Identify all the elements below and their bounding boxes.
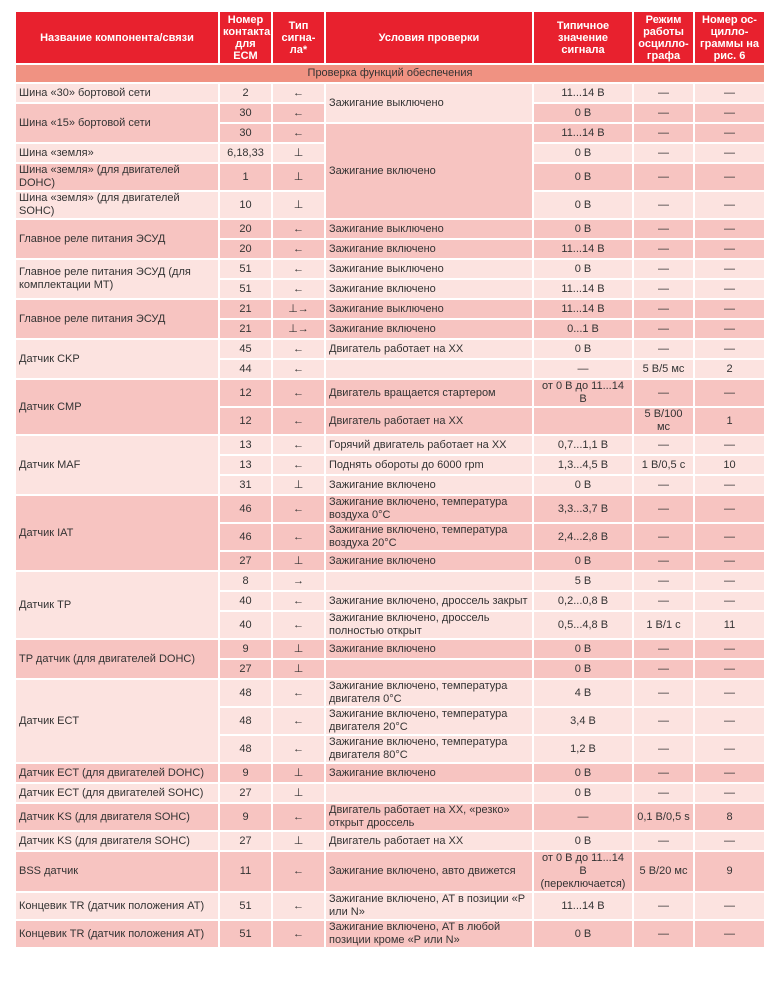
cell-conditions: Двигатель работает на XX — [325, 339, 533, 359]
cell-contact: 12 — [219, 407, 272, 435]
cell-osc-number: 10 — [694, 455, 765, 475]
cell-typical-value: 0,2...0,8 В — [533, 591, 633, 611]
cell-signal-type: ⊥ — [272, 783, 325, 803]
cell-osc-mode: — — [633, 191, 694, 219]
cell-osc-mode: — — [633, 639, 694, 659]
cell-signal-type: ← — [272, 83, 325, 103]
cell-osc-mode: — — [633, 103, 694, 123]
cell-conditions: Зажигание включено — [325, 279, 533, 299]
cell-signal-type: ⊥ — [272, 639, 325, 659]
cell-conditions: Зажигание включено, дроссель закрыт — [325, 591, 533, 611]
cell-contact: 12 — [219, 379, 272, 407]
cell-osc-mode: — — [633, 707, 694, 735]
cell-conditions: Зажигание включено — [325, 763, 533, 783]
cell-typical-value: 0 В — [533, 639, 633, 659]
diagnostic-table — [14, 10, 766, 949]
cell-signal-type: ⊥ — [272, 551, 325, 571]
cell-contact: 51 — [219, 892, 272, 920]
cell-contact: 46 — [219, 495, 272, 523]
cell-osc-number: — — [694, 523, 765, 551]
cell-osc-mode: — — [633, 319, 694, 339]
cell-osc-mode: — — [633, 523, 694, 551]
component-name: Датчик CKP — [15, 339, 219, 379]
cell-signal-type: ← — [272, 379, 325, 407]
cell-conditions: Двигатель работает на XX, «резко» открыт дроссель — [325, 803, 533, 831]
cell-conditions: Зажигание включено — [325, 639, 533, 659]
cell-typical-value: 0...1 В — [533, 319, 633, 339]
cell-typical-value: 0,7...1,1 В — [533, 435, 633, 455]
cell-signal-type: ← — [272, 892, 325, 920]
cell-typical-value: 0 В — [533, 219, 633, 239]
component-name: Датчик ECT (для двигателей DOHC) — [15, 763, 219, 783]
header-col-contact: Номер контакта для ECM — [219, 11, 272, 64]
cell-osc-mode: — — [633, 495, 694, 523]
cell-typical-value: 1,3...4,5 В — [533, 455, 633, 475]
cell-contact: 48 — [219, 679, 272, 707]
cell-signal-type: → — [272, 571, 325, 591]
cell-typical-value: 0 В — [533, 163, 633, 191]
cell-typical-value: 11...14 В — [533, 239, 633, 259]
cell-signal-type: ← — [272, 495, 325, 523]
cell-typical-value: от 0 В до 11...14 В (переключается) — [533, 851, 633, 892]
cell-signal-type: ← — [272, 435, 325, 455]
cell-contact: 8 — [219, 571, 272, 591]
cell-conditions: Горячий двигатель работает на XX — [325, 435, 533, 455]
cell-contact: 45 — [219, 339, 272, 359]
cell-osc-number: — — [694, 735, 765, 763]
cell-osc-number: 8 — [694, 803, 765, 831]
cell-typical-value — [533, 407, 633, 435]
cell-osc-number: 11 — [694, 611, 765, 639]
cell-signal-type: ⊥→ — [272, 299, 325, 319]
cell-osc-mode: — — [633, 123, 694, 143]
cell-conditions — [325, 571, 533, 591]
component-name: Главное реле питания ЭСУД — [15, 299, 219, 339]
cell-contact: 6,18,33 — [219, 143, 272, 163]
cell-conditions: Зажигание включено, AT в любой позиции кроме «P или N» — [325, 920, 533, 948]
cell-osc-number: — — [694, 892, 765, 920]
cell-typical-value: 11...14 В — [533, 123, 633, 143]
table-row — [15, 339, 765, 359]
table-row — [15, 783, 765, 803]
cell-osc-mode: — — [633, 920, 694, 948]
cell-osc-mode: 5 В/20 мс — [633, 851, 694, 892]
cell-signal-type: ← — [272, 735, 325, 763]
cell-signal-type: ← — [272, 679, 325, 707]
cell-typical-value: от 0 В до 11...14 В — [533, 379, 633, 407]
table-row — [15, 831, 765, 851]
component-name: Датчик IAT — [15, 495, 219, 571]
cell-conditions: Зажигание включено, AT в позиции «P или N» — [325, 892, 533, 920]
cell-osc-mode: — — [633, 219, 694, 239]
cell-contact: 2 — [219, 83, 272, 103]
cell-osc-mode: 5 В/5 мс — [633, 359, 694, 379]
table-row — [15, 920, 765, 948]
table-row — [15, 763, 765, 783]
cell-contact: 51 — [219, 259, 272, 279]
cell-osc-mode: — — [633, 551, 694, 571]
cell-osc-mode: — — [633, 735, 694, 763]
cell-osc-mode: — — [633, 783, 694, 803]
table-row — [15, 379, 765, 407]
cell-conditions: Поднять обороты до 6000 rpm — [325, 455, 533, 475]
cell-signal-type: ← — [272, 851, 325, 892]
cell-signal-type: ← — [272, 523, 325, 551]
section-row — [15, 64, 765, 83]
cell-contact: 21 — [219, 299, 272, 319]
cell-conditions — [325, 359, 533, 379]
cell-conditions: Зажигание выключено — [325, 299, 533, 319]
cell-contact: 44 — [219, 359, 272, 379]
component-name: Датчик TP — [15, 571, 219, 639]
cell-typical-value: 11...14 В — [533, 892, 633, 920]
cell-osc-number: — — [694, 495, 765, 523]
cell-typical-value: 0 В — [533, 551, 633, 571]
cell-osc-number: — — [694, 163, 765, 191]
cell-contact: 20 — [219, 239, 272, 259]
header-col-component: Название компонента/связи — [15, 11, 219, 64]
cell-typical-value: 0 В — [533, 103, 633, 123]
header-col-osc-number: Номер ос-цилло-граммы на рис. 6 — [694, 11, 765, 64]
component-name: Шина «земля» (для двигателей SOHC) — [15, 191, 219, 219]
cell-typical-value: 0 В — [533, 259, 633, 279]
cell-conditions: Зажигание включено — [325, 475, 533, 495]
cell-conditions — [325, 659, 533, 679]
cell-osc-number: — — [694, 279, 765, 299]
cell-signal-type: ← — [272, 407, 325, 435]
cell-osc-number: — — [694, 191, 765, 219]
cell-osc-number: — — [694, 763, 765, 783]
cell-contact: 9 — [219, 639, 272, 659]
cell-conditions: Двигатель вращается стартером — [325, 379, 533, 407]
cell-signal-type: ⊥ — [272, 475, 325, 495]
cell-conditions: Зажигание включено, температура воздуха 20°C — [325, 523, 533, 551]
section-title: Проверка функций обеспечения — [15, 64, 765, 83]
cell-conditions — [325, 783, 533, 803]
cell-contact: 13 — [219, 455, 272, 475]
table-row — [15, 892, 765, 920]
cell-contact: 11 — [219, 851, 272, 892]
cell-typical-value: 1,2 В — [533, 735, 633, 763]
cell-osc-mode: — — [633, 239, 694, 259]
cell-conditions: Зажигание включено, температура воздуха 0°C — [325, 495, 533, 523]
cell-contact: 27 — [219, 659, 272, 679]
cell-osc-number: — — [694, 103, 765, 123]
cell-contact: 13 — [219, 435, 272, 455]
cell-osc-number: — — [694, 259, 765, 279]
cell-conditions: Зажигание включено — [325, 239, 533, 259]
cell-signal-type: ← — [272, 259, 325, 279]
cell-typical-value: 0 В — [533, 659, 633, 679]
cell-osc-number: — — [694, 219, 765, 239]
cell-conditions: Зажигание выключено — [325, 259, 533, 279]
cell-contact: 51 — [219, 920, 272, 948]
cell-osc-number: — — [694, 339, 765, 359]
component-name: BSS датчик — [15, 851, 219, 892]
table-row — [15, 803, 765, 831]
table-row — [15, 83, 765, 103]
cell-signal-type: ← — [272, 591, 325, 611]
component-name: Концевик TR (датчик положения AT) — [15, 920, 219, 948]
cell-osc-mode: — — [633, 339, 694, 359]
table-row — [15, 639, 765, 659]
cell-contact: 27 — [219, 551, 272, 571]
header-col-conditions: Условия проверки — [325, 11, 533, 64]
cell-signal-type: ← — [272, 707, 325, 735]
cell-osc-mode: — — [633, 435, 694, 455]
component-name: Датчик CMP — [15, 379, 219, 435]
table-row — [15, 219, 765, 239]
cell-signal-type: ⊥ — [272, 191, 325, 219]
cell-contact: 1 — [219, 163, 272, 191]
cell-contact: 9 — [219, 763, 272, 783]
cell-osc-number: 2 — [694, 359, 765, 379]
cell-signal-type: ⊥→ — [272, 319, 325, 339]
cell-osc-number: — — [694, 239, 765, 259]
cell-conditions: Зажигание включено — [325, 319, 533, 339]
cell-typical-value: 0 В — [533, 831, 633, 851]
cell-osc-mode: 1 В/1 с — [633, 611, 694, 639]
header-row — [15, 11, 765, 64]
cell-osc-number: — — [694, 591, 765, 611]
cell-typical-value: 0,5...4,8 В — [533, 611, 633, 639]
cell-conditions: Зажигание включено, температура двигателя 20°C — [325, 707, 533, 735]
cell-osc-mode: 5 В/100 мс — [633, 407, 694, 435]
cell-osc-mode: — — [633, 163, 694, 191]
component-name: Главное реле питания ЭСУД — [15, 219, 219, 259]
cell-typical-value: 0 В — [533, 143, 633, 163]
cell-osc-mode: — — [633, 475, 694, 495]
cell-typical-value: 4 В — [533, 679, 633, 707]
cell-typical-value: 11...14 В — [533, 299, 633, 319]
cell-contact: 48 — [219, 735, 272, 763]
cell-conditions: Зажигание включено, авто движется — [325, 851, 533, 892]
cell-signal-type: ← — [272, 455, 325, 475]
cell-osc-mode: — — [633, 679, 694, 707]
cell-osc-mode: 1 В/0,5 с — [633, 455, 694, 475]
cell-osc-number: — — [694, 123, 765, 143]
cell-contact: 10 — [219, 191, 272, 219]
cell-osc-number: — — [694, 639, 765, 659]
cell-signal-type: ⊥ — [272, 143, 325, 163]
cell-typical-value: — — [533, 803, 633, 831]
cell-signal-type: ← — [272, 103, 325, 123]
cell-contact: 20 — [219, 219, 272, 239]
cell-typical-value: 2,4...2,8 В — [533, 523, 633, 551]
component-name: Датчик KS (для двигателя SOHC) — [15, 831, 219, 851]
cell-osc-mode: — — [633, 143, 694, 163]
cell-typical-value: 3,4 В — [533, 707, 633, 735]
cell-contact: 31 — [219, 475, 272, 495]
cell-osc-number: — — [694, 475, 765, 495]
cell-osc-mode: — — [633, 892, 694, 920]
cell-signal-type: ⊥ — [272, 659, 325, 679]
cell-osc-number: — — [694, 379, 765, 407]
cell-signal-type: ← — [272, 359, 325, 379]
cell-signal-type: ← — [272, 279, 325, 299]
cell-signal-type: ← — [272, 339, 325, 359]
cell-osc-number: — — [694, 659, 765, 679]
cell-contact: 27 — [219, 783, 272, 803]
cell-conditions: Зажигание выключено — [325, 219, 533, 239]
cell-osc-number: — — [694, 707, 765, 735]
cell-osc-number: — — [694, 319, 765, 339]
component-name: Датчик MAF — [15, 435, 219, 495]
cell-conditions: Зажигание включено — [325, 551, 533, 571]
cell-typical-value: 11...14 В — [533, 83, 633, 103]
cell-conditions: Зажигание выключено — [325, 83, 533, 123]
cell-osc-mode: — — [633, 831, 694, 851]
cell-osc-number: — — [694, 83, 765, 103]
cell-signal-type: ← — [272, 239, 325, 259]
cell-typical-value: 3,3...3,7 В — [533, 495, 633, 523]
header-col-osc-mode: Режим работы осцилло-графа — [633, 11, 694, 64]
component-name: Датчик KS (для двигателя SOHC) — [15, 803, 219, 831]
header-col-typical-value: Типичное значение сигнала — [533, 11, 633, 64]
cell-typical-value: 0 В — [533, 339, 633, 359]
component-name: Шина «30» бортовой сети — [15, 83, 219, 103]
table-row — [15, 679, 765, 707]
cell-contact: 40 — [219, 611, 272, 639]
table-row — [15, 259, 765, 279]
cell-typical-value: 0 В — [533, 783, 633, 803]
component-name: Шина «15» бортовой сети — [15, 103, 219, 143]
cell-osc-mode: — — [633, 83, 694, 103]
cell-osc-number: 1 — [694, 407, 765, 435]
table-row — [15, 495, 765, 523]
cell-typical-value: 0 В — [533, 191, 633, 219]
cell-osc-number: — — [694, 831, 765, 851]
cell-contact: 30 — [219, 103, 272, 123]
cell-signal-type: ← — [272, 920, 325, 948]
cell-signal-type: ⊥ — [272, 163, 325, 191]
table-row — [15, 435, 765, 455]
component-name: Главное реле питания ЭСУД (для комплектации MT) — [15, 259, 219, 299]
cell-typical-value: — — [533, 359, 633, 379]
cell-signal-type: ⊥ — [272, 763, 325, 783]
cell-typical-value: 0 В — [533, 763, 633, 783]
component-name: Шина «земля» — [15, 143, 219, 163]
cell-osc-number: — — [694, 783, 765, 803]
cell-signal-type: ← — [272, 611, 325, 639]
cell-signal-type: ← — [272, 803, 325, 831]
cell-osc-number: — — [694, 920, 765, 948]
cell-osc-number: — — [694, 571, 765, 591]
cell-typical-value: 0 В — [533, 475, 633, 495]
cell-osc-number: — — [694, 679, 765, 707]
cell-contact: 27 — [219, 831, 272, 851]
cell-osc-mode: — — [633, 591, 694, 611]
cell-contact: 21 — [219, 319, 272, 339]
cell-contact: 48 — [219, 707, 272, 735]
header-col-signal-type: Тип сигна-ла* — [272, 11, 325, 64]
cell-contact: 30 — [219, 123, 272, 143]
cell-signal-type: ← — [272, 123, 325, 143]
cell-typical-value: 0 В — [533, 920, 633, 948]
cell-contact: 40 — [219, 591, 272, 611]
cell-osc-number: — — [694, 299, 765, 319]
cell-osc-mode: 0,1 В/0,5 s — [633, 803, 694, 831]
cell-typical-value: 11...14 В — [533, 279, 633, 299]
cell-osc-mode: — — [633, 379, 694, 407]
cell-osc-number: — — [694, 435, 765, 455]
cell-contact: 9 — [219, 803, 272, 831]
cell-signal-type: ← — [272, 219, 325, 239]
component-name: TP датчик (для двигателей DOHC) — [15, 639, 219, 679]
cell-osc-number: 9 — [694, 851, 765, 892]
table-row — [15, 299, 765, 319]
table-row — [15, 851, 765, 892]
cell-osc-number: — — [694, 143, 765, 163]
component-name: Датчик ECT (для двигателей SOHC) — [15, 783, 219, 803]
cell-conditions: Двигатель работает на XX — [325, 407, 533, 435]
cell-osc-mode: — — [633, 299, 694, 319]
cell-conditions: Двигатель работает на XX — [325, 831, 533, 851]
cell-contact: 51 — [219, 279, 272, 299]
cell-osc-mode: — — [633, 571, 694, 591]
cell-conditions: Зажигание включено — [325, 123, 533, 219]
cell-osc-mode: — — [633, 659, 694, 679]
cell-conditions: Зажигание включено, температура двигателя 80°C — [325, 735, 533, 763]
cell-contact: 46 — [219, 523, 272, 551]
cell-conditions: Зажигание включено, температура двигателя 0°C — [325, 679, 533, 707]
cell-osc-mode: — — [633, 763, 694, 783]
cell-osc-mode: — — [633, 279, 694, 299]
cell-signal-type: ⊥ — [272, 831, 325, 851]
cell-conditions: Зажигание включено, дроссель полностью открыт — [325, 611, 533, 639]
cell-osc-number: — — [694, 551, 765, 571]
cell-typical-value: 5 В — [533, 571, 633, 591]
component-name: Концевик TR (датчик положения AT) — [15, 892, 219, 920]
component-name: Шина «земля» (для двигателей DOHC) — [15, 163, 219, 191]
table-row — [15, 571, 765, 591]
component-name: Датчик ECT — [15, 679, 219, 763]
cell-osc-mode: — — [633, 259, 694, 279]
